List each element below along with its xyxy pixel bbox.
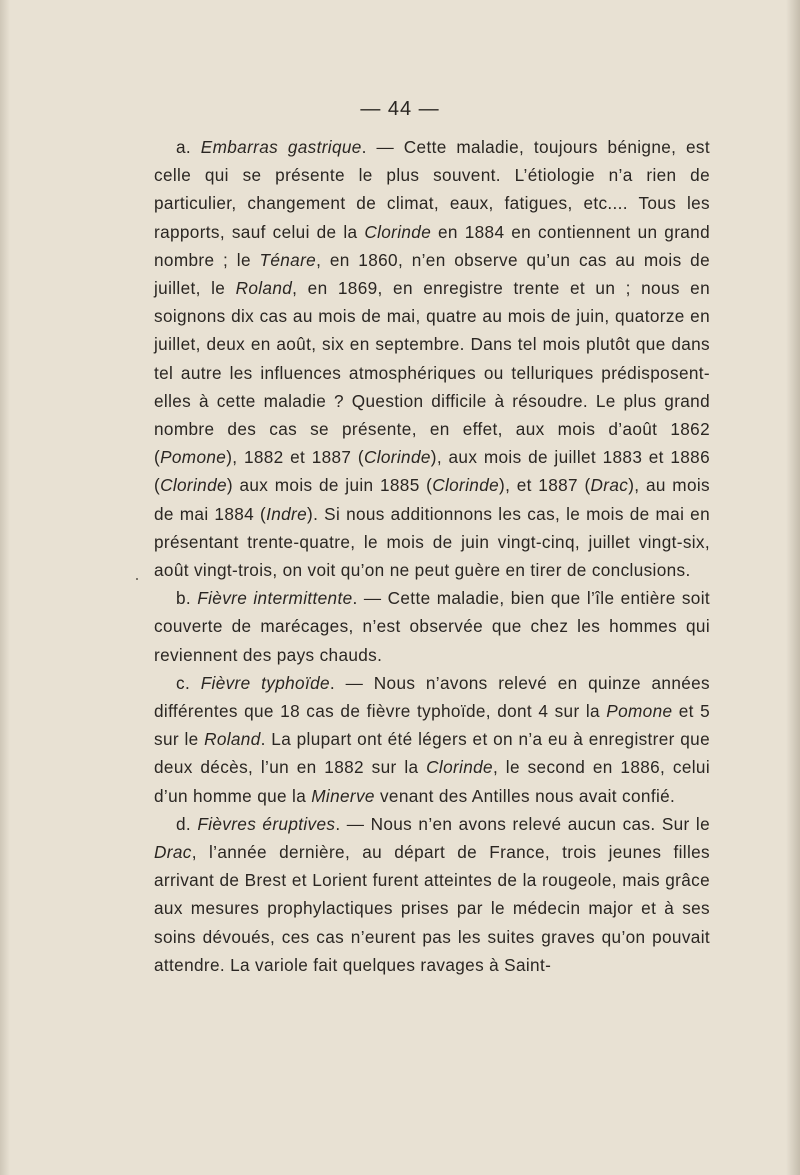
paragraph-d (154, 810, 710, 979)
italic-text: Ténare (259, 249, 317, 270)
italic-text: Indre (266, 503, 308, 524)
page-edge-shadow-right (786, 0, 800, 1175)
text-run: ), et 1887 ( (499, 475, 591, 496)
italic-text: Embarras gastrique (200, 137, 362, 157)
text-run: d. (176, 813, 198, 834)
text-run: venant des Antilles nous avait confié. (374, 785, 676, 806)
text-run: ), 1882 et 1887 ( (226, 447, 364, 468)
italic-text: Fièvre typhoïde (200, 672, 330, 693)
italic-text: Pomone (606, 701, 673, 722)
italic-text: Roland (235, 278, 293, 299)
page-edge-shadow-left (0, 0, 10, 1175)
body-text (154, 133, 710, 979)
italic-text: Roland (204, 729, 261, 750)
italic-text: Clorinde (426, 757, 493, 778)
stray-ink-mark (136, 578, 138, 580)
text-run: c. (176, 672, 201, 693)
italic-text: Clorinde (364, 221, 432, 242)
text-run: . La plupart ont été légers et on n’a eu à enregistrer que deux décès, l’un en 1882 sur la (154, 729, 710, 778)
italic-text: Drac (154, 842, 192, 863)
italic-text: Fièvres éruptives (197, 813, 336, 834)
text-run: . — Nous n’avons relevé en quinze années différentes que 18 cas de fièvre typhoïde, dont 4 sur la (154, 672, 710, 722)
paragraph-c (154, 669, 710, 810)
text-run: . — Cette maladie, toujours bénigne, est celle qui se présente le plus souvent. L’étiologie n’a rien de particulier, changement de climat, eaux, fatigues, etc.... Tous les rapports, sauf celui de la (154, 137, 710, 242)
text-run: , le second en 1886, celui d’un homme que la (154, 757, 711, 806)
paragraph-b (154, 584, 710, 669)
text-run: , l’année dernière, au départ de France, trois jeunes filles arrivant de Brest et Lorient furent atteintes de la rougeole, mais grâce aux mesures prophylactiques prises par le médecin major et à ses soins dévoués, ces cas n’eurent pas les suites graves qu’on pouvait attendre. La variole fait quelques ravages à Saint- (154, 842, 710, 975)
text-run: en 1884 en contiennent un grand nombre ; le (154, 221, 710, 270)
paragraph-a (154, 133, 710, 584)
text-run: , en 1860, n’en observe qu’un cas au mois de juillet, le (154, 249, 710, 299)
italic-text: Clorinde (432, 475, 500, 496)
text-run: ). Si nous additionnons les cas, le mois de mai en présentant trente-quatre, le mois de juin vingt-cinq, juillet vingt-six, août vingt-trois, on voit qu’on ne peut guère en tirer de conclusions. (154, 503, 710, 581)
text-run: . — Cette maladie, bien que l’île entière soit couverte de marécages, n’est observée que chez les hommes qui reviennent des pays chauds. (154, 588, 710, 665)
italic-text: Drac (590, 475, 629, 496)
page-number: — 44 — (360, 98, 440, 120)
text-run: . — Nous n’en avons relevé aucun cas. Sur le (335, 813, 710, 834)
text-run: ), au mois de mai 1884 ( (154, 475, 710, 524)
text-run: b. (176, 588, 198, 609)
text-run: et 5 sur le (154, 701, 710, 750)
text-run: , en 1869, en enregistre trente et un ; nous en soignons dix cas au mois de mai, quatre au mois de juin, quatorze en juillet, deux en août, six en septembre. Dans tel mois plutôt que dans tel autre les influences atmosphériques ou telluriques prédisposent-elles à cette maladie ? Question difficile à résoudre. Le plus grand nombre des cas se présente, en effet, aux mois d’août 1862 ( (154, 278, 710, 468)
italic-text: Fièvre intermittente (197, 588, 353, 609)
text-run: ) aux mois de juin 1885 ( (226, 475, 433, 496)
text-run: ), aux mois de juillet 1883 et 1886 ( (154, 447, 710, 496)
italic-text: Clorinde (160, 475, 227, 496)
italic-text: Clorinde (363, 447, 431, 468)
italic-text: Pomone (160, 447, 227, 468)
text-run: a. (176, 137, 201, 157)
italic-text: Minerve (311, 785, 375, 806)
